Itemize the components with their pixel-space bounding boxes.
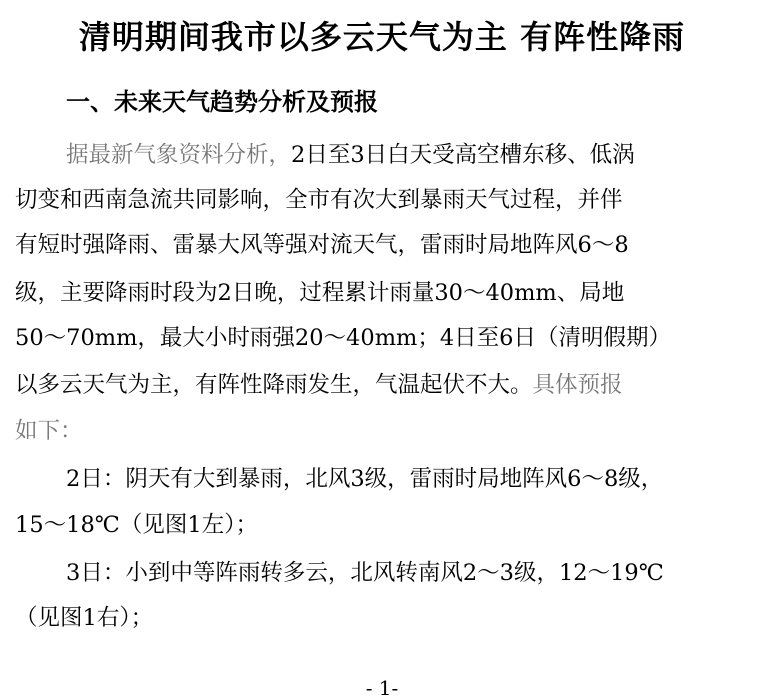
- paragraph-3-line-2: （见图1右）；: [15, 605, 154, 631]
- paragraph-1-line-4: 级，主要降雨时段为2日晚，过程累计雨量30～40mm、局地: [15, 280, 625, 306]
- paragraph-1-line-6: [15, 374, 623, 397]
- paragraph-1-line-1: [66, 144, 635, 167]
- document-title: 清明期间我市以多云天气为主 有阵性降雨: [78, 18, 686, 56]
- paragraph-1-line-1-text: 2日至3日白天受高空槽东移、低涡: [291, 142, 635, 168]
- paragraph-2-line-2: 15～18℃（见图1左）；: [15, 512, 258, 538]
- paragraph-1-line-3: 有短时强降雨、雷暴大风等强对流天气，雷雨时局地阵风6～8: [15, 232, 629, 258]
- paragraph-1-line-6-text: 以多云天气为主，有阵性降雨发生，气温起伏不大。: [15, 372, 533, 398]
- paragraph-1-line-5: 50～70mm，最大小时雨强20～40mm；4日至6日（清明假期）: [15, 325, 671, 351]
- paragraph-1-line-2: 切变和西南急流共同影响，全市有次大到暴雨天气过程，并伴: [15, 187, 623, 213]
- paragraph-1-intro: 据最新气象资料分析，: [66, 142, 292, 168]
- paragraph-1-line-6-tail: 具体预报: [532, 372, 623, 398]
- paragraph-3-line-1: 3日：小到中等阵雨转多云，北风转南风2～3级，12～19℃: [66, 560, 664, 586]
- section-heading: 一、未来天气趋势分析及预报: [66, 88, 378, 116]
- paragraph-2-line-1: 2日：阴天有大到暴雨，北风3级，雷雨时局地阵风6～8级，: [66, 466, 664, 492]
- page-number: - 1-: [365, 676, 399, 700]
- paragraph-1-line-7: 如下：: [15, 418, 83, 444]
